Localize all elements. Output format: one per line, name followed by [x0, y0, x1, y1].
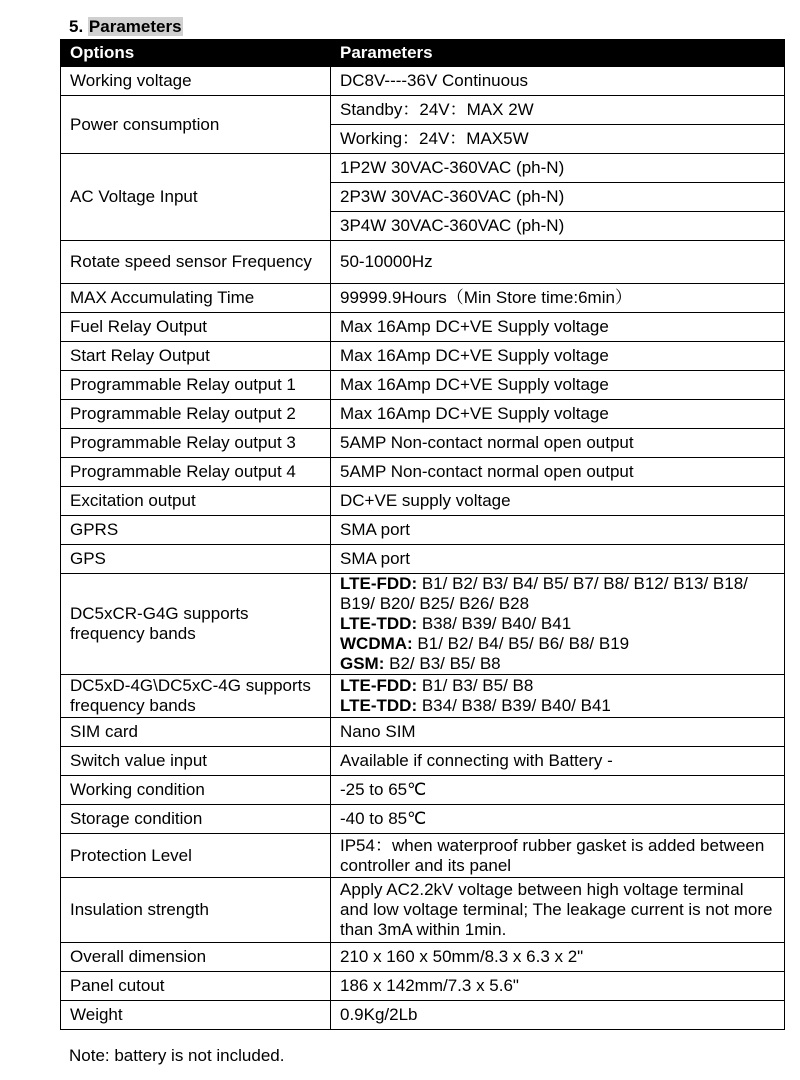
value-cell: 186 x 142mm/7.3 x 5.6" [331, 972, 785, 1001]
table-row [61, 313, 785, 342]
option-cell: Programmable Relay output 2 [61, 400, 331, 429]
band-label: LTE-TDD: [340, 696, 418, 715]
table-row [61, 487, 785, 516]
value-cell: DC+VE supply voltage [331, 487, 785, 516]
table-row [61, 67, 785, 96]
table-row [61, 458, 785, 487]
table-row [61, 675, 785, 718]
section-title: Parameters [88, 17, 182, 36]
value-cell: Max 16Amp DC+VE Supply voltage [331, 313, 785, 342]
value-cell: DC8V----36V Continuous [331, 67, 785, 96]
option-cell: Storage condition [61, 805, 331, 834]
table-row [61, 718, 785, 747]
band-label: WCDMA: [340, 634, 413, 653]
section-number: 5. [69, 17, 84, 36]
value-cell: SMA port [331, 516, 785, 545]
option-cell: DC5xCR-G4G supports frequency bands [61, 574, 331, 675]
table-row [61, 545, 785, 574]
band-list: B34/ B38/ B39/ B40/ B41 [417, 696, 611, 715]
value-cell [331, 574, 785, 675]
table-row [61, 516, 785, 545]
value-cell: 210 x 160 x 50mm/8.3 x 6.3 x 2" [331, 943, 785, 972]
option-cell: Switch value input [61, 747, 331, 776]
option-cell: Programmable Relay output 4 [61, 458, 331, 487]
value-cell: IP54：when waterproof rubber gasket is added between controller and its panel [331, 834, 785, 878]
value-cell: 99999.9Hours（Min Store time:6min） [331, 284, 785, 313]
table-row [61, 972, 785, 1001]
table-row [61, 371, 785, 400]
value-cell: Max 16Amp DC+VE Supply voltage [331, 400, 785, 429]
option-cell: Programmable Relay output 1 [61, 371, 331, 400]
option-cell: MAX Accumulating Time [61, 284, 331, 313]
table-row [61, 943, 785, 972]
option-cell: Power consumption [61, 96, 331, 154]
table-row [61, 805, 785, 834]
table-row [61, 96, 785, 125]
table-row [61, 834, 785, 878]
band-label: LTE-TDD: [340, 614, 418, 633]
band-list: B1/ B3/ B5/ B8 [417, 676, 534, 695]
value-cell: Available if connecting with Battery - [331, 747, 785, 776]
table-row [61, 154, 785, 183]
table-row [61, 241, 785, 284]
option-cell: Panel cutout [61, 972, 331, 1001]
band-list: B2/ B3/ B5/ B8 [384, 654, 501, 673]
option-cell: Excitation output [61, 487, 331, 516]
value-cell: 2P3W 30VAC-360VAC (ph-N) [331, 183, 785, 212]
value-cell: 5AMP Non-contact normal open output [331, 429, 785, 458]
option-cell: Start Relay Output [61, 342, 331, 371]
value-cell: Max 16Amp DC+VE Supply voltage [331, 342, 785, 371]
table-row [61, 429, 785, 458]
band-list: B1/ B2/ B4/ B5/ B6/ B8/ B19 [412, 634, 630, 653]
value-cell: Max 16Amp DC+VE Supply voltage [331, 371, 785, 400]
option-cell: Working voltage [61, 67, 331, 96]
value-cell: SMA port [331, 545, 785, 574]
value-cell: -40 to 85℃ [331, 805, 785, 834]
option-cell: Weight [61, 1001, 331, 1030]
value-cell: 50-10000Hz [331, 241, 785, 284]
column-header-options: Options [61, 40, 331, 67]
table-row [61, 284, 785, 313]
option-cell: Protection Level [61, 834, 331, 878]
value-cell: 1P2W 30VAC-360VAC (ph-N) [331, 154, 785, 183]
band-label: GSM: [340, 654, 385, 673]
section-heading [69, 16, 183, 38]
value-cell [331, 675, 785, 718]
option-cell: Insulation strength [61, 878, 331, 943]
value-cell: Nano SIM [331, 718, 785, 747]
footnote: Note: battery is not included. [69, 1046, 285, 1065]
table-row [61, 878, 785, 943]
table-row [61, 574, 785, 675]
value-cell: 5AMP Non-contact normal open output [331, 458, 785, 487]
value-cell: Working：24V：MAX5W [331, 125, 785, 154]
value-cell: -25 to 65℃ [331, 776, 785, 805]
value-cell: Apply AC2.2kV voltage between high voltage terminal and low voltage terminal; The leakage current is not more than 3mA within 1min. [331, 878, 785, 943]
column-header-parameters: Parameters [331, 40, 785, 67]
table-row [61, 342, 785, 371]
option-cell: Working condition [61, 776, 331, 805]
value-cell: 3P4W 30VAC-360VAC (ph-N) [331, 212, 785, 241]
table-header-row [61, 40, 785, 67]
band-label: LTE-FDD: [340, 574, 418, 593]
parameters-table [60, 39, 785, 1030]
option-cell: GPRS [61, 516, 331, 545]
option-cell: AC Voltage Input [61, 154, 331, 241]
band-list: B38/ B39/ B40/ B41 [417, 614, 572, 633]
value-cell: 0.9Kg/2Lb [331, 1001, 785, 1030]
table-row [61, 747, 785, 776]
option-cell: GPS [61, 545, 331, 574]
option-cell: Programmable Relay output 3 [61, 429, 331, 458]
table-body [61, 67, 785, 1030]
value-cell: Standby：24V：MAX 2W [331, 96, 785, 125]
table-row [61, 400, 785, 429]
option-cell: Overall dimension [61, 943, 331, 972]
table-row [61, 1001, 785, 1030]
option-cell: Rotate speed sensor Frequency [61, 241, 331, 284]
option-cell: SIM card [61, 718, 331, 747]
option-cell: Fuel Relay Output [61, 313, 331, 342]
option-cell: DC5xD-4G\DC5xC-4G supports frequency bands [61, 675, 331, 718]
band-list: B1/ B2/ B3/ B4/ B5/ B7/ B8/ B12/ B13/ B18/ B19/ B20/ B25/ B26/ B28 [340, 574, 748, 613]
band-label: LTE-FDD: [340, 676, 418, 695]
table-row [61, 776, 785, 805]
